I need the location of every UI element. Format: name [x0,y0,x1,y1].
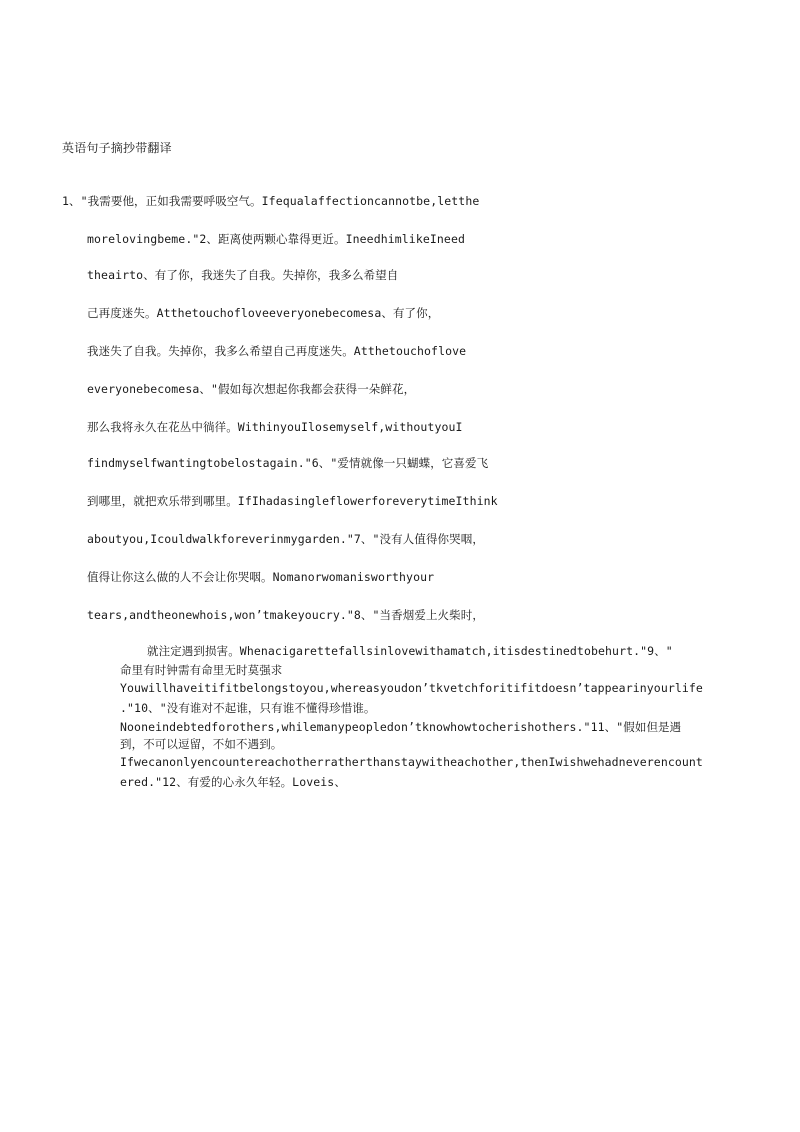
continuation-line: Ifwecanonlyencountereachotherratherthanstaywitheachother,thenIwishwehadneverencount [120,755,703,769]
document-title: 英语句子摘抄带翻译 [62,141,172,155]
text-line: aboutyou,Icouldwalkforeverinmygarden."7、"没有人值得你哭咽， [87,532,484,546]
text-line: 值得让你这么做的人不会让你哭咽。Nomanorwomanisworthyour [87,570,435,584]
text-line: findmyselfwantingtobelostagain."6、"爱情就像一只蝴蝶，它喜爱飞 [87,456,489,470]
continuation-line: Youwillhaveitifitbelongstoyou,whereasyoudon’tkvetchforitifitdoesn’tappearinyourlife [120,681,703,695]
continuation-line: 到，不可以逗留，不如不遇到。 [120,737,283,751]
text-line: morelovingbeme."2、距离使两颗心靠得更近。IneedhimlikeIneed [87,232,465,246]
continuation-line: ."10、"没有谁对不起谁，只有谁不懂得珍惜谁。 [120,701,376,715]
continuation-line: 命里有时钟需有命里无时莫强求 [120,663,283,677]
text-line: 己再度迷失。Atthetouchofloveeveryonebecomesa、有了你， [87,306,440,320]
text-line: 那么我将永久在花丛中徜徉。WithinyouIlosemyself,withoutyouI [87,420,463,434]
continuation-line: ered."12、有爱的心永久年轻。Loveis、 [120,775,346,789]
text-line: 到哪里，就把欢乐带到哪里。IfIhadasingleflowerforeverytimeIthink [87,494,498,508]
text-line: everyonebecomesa、"假如每次想起你我都会获得一朵鲜花， [87,382,416,396]
continuation-line: Nooneindebtedforothers,whilemanypeopledon’tknowhowtocherishothers."11、"假如但是遇 [120,720,682,734]
text-line: theairto、有了你，我迷失了自我。失掉你，我多么希望自 [87,268,399,282]
continuation-line: 就注定遇到损害。Whenacigarettefallsinlovewithamatch,itisdestinedtobehurt."9、" [147,644,673,658]
text-line: 1、"我需要他，正如我需要呼吸空气。Ifequalaffectioncannotbe,letthe [62,194,480,208]
text-line: tears,andtheonewhois,won’tmakeyoucry."8、"当香烟爱上火柴时， [87,608,484,622]
text-line: 我迷失了自我。失掉你，我多么希望自己再度迷失。Atthetouchoflove [87,344,467,358]
